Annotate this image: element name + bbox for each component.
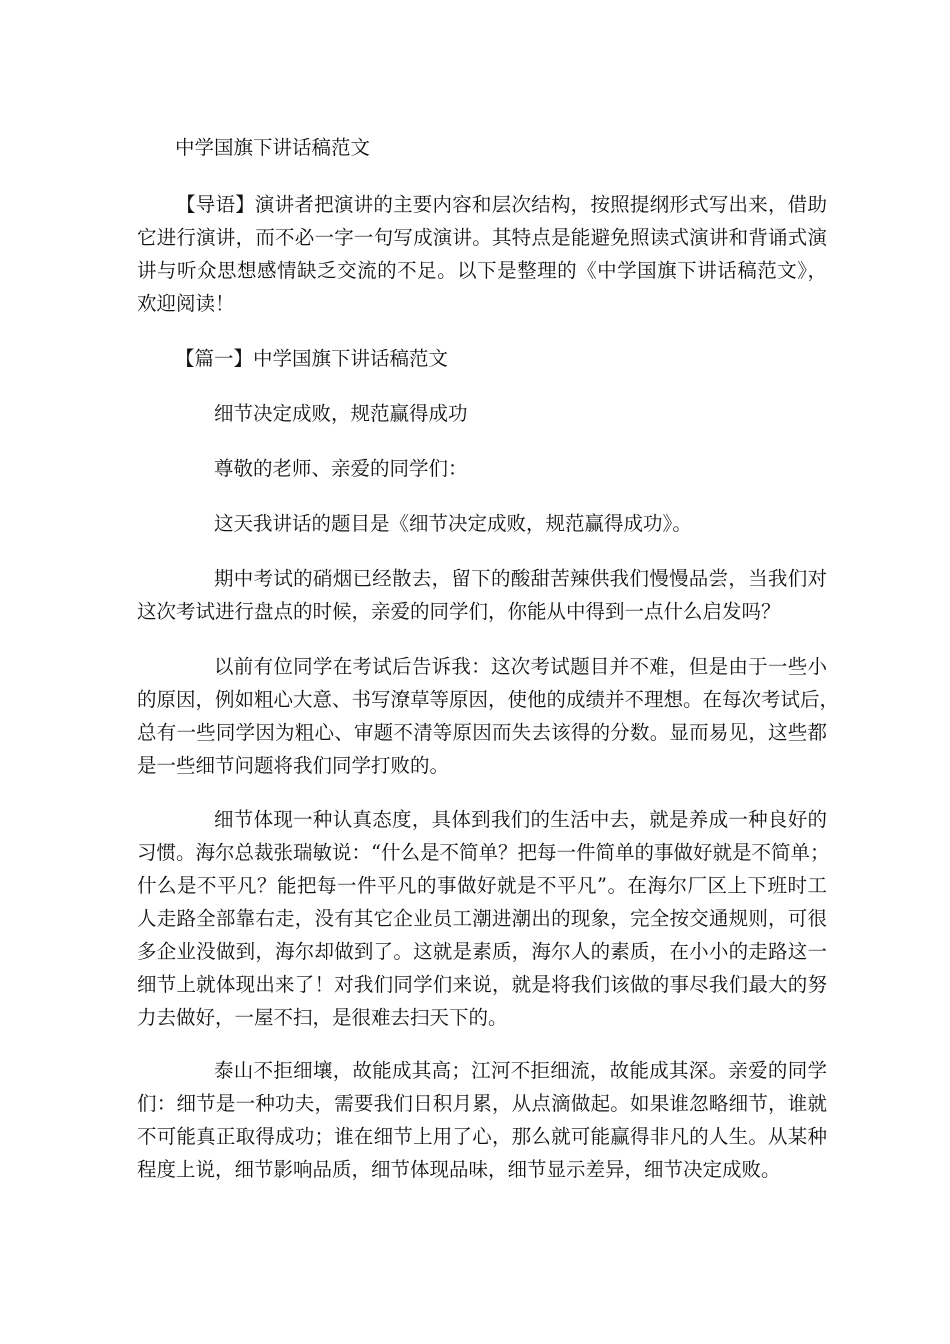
topic-line: 这天我讲话的题目是《细节决定成败，规范赢得成功》。 xyxy=(214,512,692,535)
intro-line: 欢迎阅读！ xyxy=(137,292,235,315)
section-heading: 【篇一】中学国旗下讲话稿范文 xyxy=(175,347,449,370)
document-title: 中学国旗下讲话稿范文 xyxy=(175,136,371,159)
paragraph-line: 以前有位同学在考试后告诉我：这次考试题目并不难，但是由于一些小 xyxy=(214,655,827,678)
paragraph-line: 什么是不平凡？能把每一件平凡的事做好就是不平凡”。在海尔厂区上下班时工 xyxy=(137,874,827,897)
paragraph-line: 细节上就体现出来了！对我们同学们来说，就是将我们该做的事尽我们最大的努 xyxy=(137,973,827,996)
intro-line: 讲与听众思想感情缺乏交流的不足。以下是整理的《中学国旗下讲话稿范文》， xyxy=(137,259,827,282)
paragraph-line: 不可能真正取得成功；谁在细节上用了心，那么就可能赢得非凡的人生。从某种 xyxy=(137,1125,827,1148)
paragraph-line: 习惯。海尔总裁张瑞敏说：“什么是不简单？把每一件简单的事做好就是不简单； xyxy=(137,841,830,864)
paragraph-line: 是一些细节问题将我们同学打败的。 xyxy=(137,754,450,777)
paragraph-line: 人走路全部靠右走，没有其它企业员工潮进潮出的现象，完全按交通规则，可很 xyxy=(137,907,827,930)
paragraph-line: 总有一些同学因为粗心、审题不清等原因而失去该得的分数。显而易见，这些都 xyxy=(137,721,827,744)
paragraph-line: 程度上说，细节影响品质，细节体现品味，细节显示差异，细节决定成败。 xyxy=(137,1158,781,1181)
paragraph-line: 多企业没做到，海尔却做到了。这就是素质，海尔人的素质，在小小的走路这一 xyxy=(137,940,827,963)
salutation: 尊敬的老师、亲爱的同学们： xyxy=(214,457,468,480)
paragraph-line: 力去做好，一屋不扫，是很难去扫天下的。 xyxy=(137,1006,508,1029)
paragraph-line: 的原因，例如粗心大意、书写潦草等原因，使他的成绩并不理想。在每次考试后， xyxy=(137,688,840,711)
body-paragraph-2 xyxy=(137,650,840,782)
paragraph-line: 泰山不拒细壤，故能成其高；江河不拒细流，故能成其深。亲爱的同学 xyxy=(214,1059,827,1082)
body-paragraph-1 xyxy=(137,562,827,628)
intro-line: 【导语】演讲者把演讲的主要内容和层次结构，按照提纲形式写出来，借助 xyxy=(176,193,827,216)
paragraph-line: 们：细节是一种功夫，需要我们日积月累，从点滴做起。如果谁忽略细节，谁就 xyxy=(137,1092,827,1115)
paragraph-line: 细节体现一种认真态度，具体到我们的生活中去，就是养成一种良好的 xyxy=(214,808,827,831)
intro-line: 它进行演讲，而不必一字一句写成演讲。其特点是能避免照读式演讲和背诵式演 xyxy=(137,226,827,249)
body-paragraph-4 xyxy=(137,1054,827,1186)
intro-paragraph xyxy=(137,188,827,320)
speech-title: 细节决定成败，规范赢得成功 xyxy=(214,402,468,425)
paragraph-line: 期中考试的硝烟已经散去，留下的酸甜苦辣供我们慢慢品尝，当我们对 xyxy=(214,567,827,590)
paragraph-line: 这次考试进行盘点的时候，亲爱的同学们，你能从中得到一点什么启发吗？ xyxy=(137,600,781,623)
body-paragraph-3 xyxy=(137,803,830,1034)
